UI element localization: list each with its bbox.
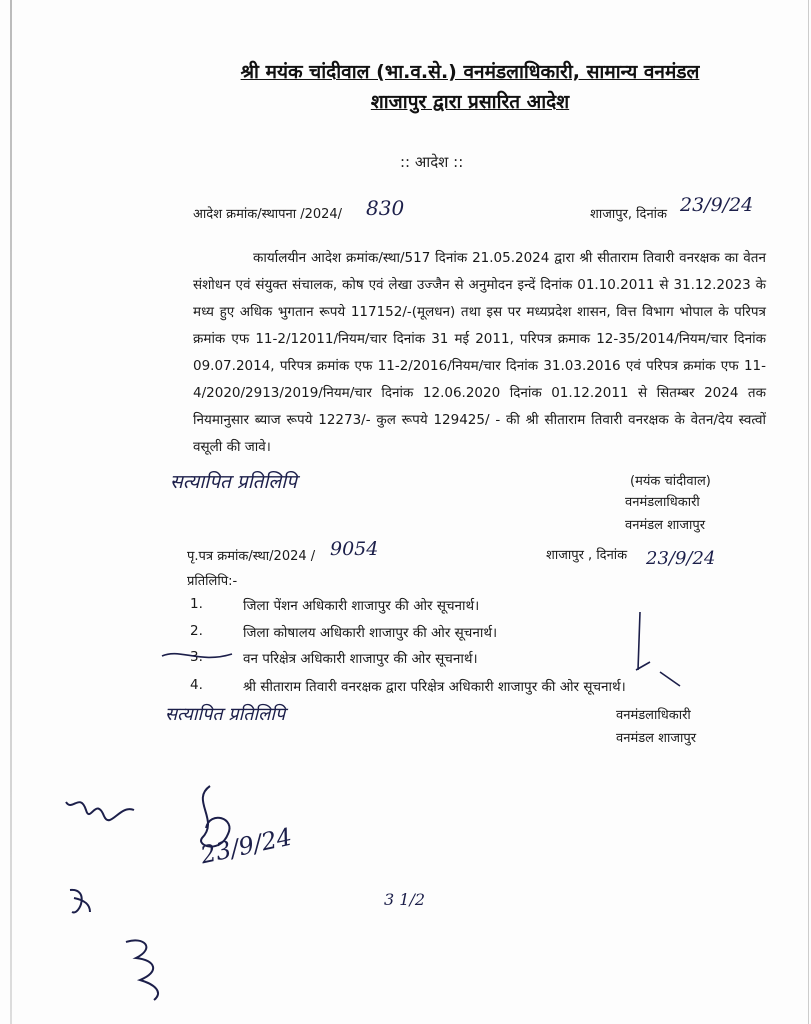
endorsement-date: 23/9/24: [646, 548, 716, 569]
order-date: 23/9/24: [680, 194, 754, 216]
copy-item-number: 4.: [190, 677, 203, 693]
copy-item-text: वन परिक्षेत्र अधिकारी शाजापुर की ओर सूचनार्थ।: [243, 651, 478, 667]
header-line-1: श्री मयंक चांदीवाल (भा.व.से.) वनमंडलाधिकारी, सामान्य वनमंडल: [240, 61, 700, 83]
endorsement-place-date-label: शाजापुर , दिनांक: [546, 548, 628, 563]
copy-item-text: श्री सीताराम तिवारी वनरक्षक द्वारा परिक्षेत्र अधिकारी शाजापुर की ओर सूचनार्थ।: [243, 679, 626, 695]
order-place-date-label: शाजापुर, दिनांक: [590, 207, 668, 222]
copy-item-text: जिला कोषालय अधिकारी शाजापुर की ओर सूचनार्थ।: [243, 625, 498, 641]
endorsement-number: 9054: [330, 538, 379, 560]
pen-strike-mark: [160, 646, 235, 666]
order-ref-number: 830: [366, 196, 405, 220]
signatory-2-designation: वनमंडलाधिकारी: [616, 708, 691, 723]
handwritten-attestation-1: सत्यापित प्रतिलिपि: [170, 471, 297, 493]
handwritten-bottom-date: 23/9/24: [198, 822, 295, 870]
order-ref-label: आदेश क्रमांक/स्थापना /2024/: [193, 207, 343, 222]
signatory-designation: वनमंडलाधिकारी: [625, 495, 700, 510]
endorsement-label: पृ.पत्र क्रमांक/स्था/2024 /: [187, 549, 316, 564]
paper-edge-left: [10, 0, 12, 1024]
header-line-2: शाजापुर द्वारा प्रसारित आदेश: [370, 91, 570, 113]
copy-item-number: 1.: [190, 596, 203, 612]
handwritten-attestation-2: सत्यापित प्रतिलिपि: [165, 704, 286, 725]
order-heading: :: आदेश ::: [400, 153, 464, 171]
signatory-office: वनमंडल शाजापुर: [625, 518, 706, 533]
copy-item-number: 3.: [190, 649, 203, 665]
paper-edge-right: [808, 0, 809, 1024]
copy-item-text: जिला पेंशन अधिकारी शाजापुर की ओर सूचनार्थ।: [243, 598, 480, 614]
handwritten-bottom-note: 3 1/2: [384, 890, 426, 909]
initials-scribble: [620, 610, 690, 690]
copy-item-number: 2.: [190, 623, 203, 639]
signatory-2-office: वनमंडल शाजापुर: [616, 731, 697, 746]
order-body-text: कार्यालयीन आदेश क्रमांक/स्था/517 दिनांक 21.05.2024 द्वारा श्री सीताराम तिवारी वनरक्षक का वेतन संशोधन एवं संयुक्त संचालक, कोष एवं लेखा उज्जैन से अनुमोदन इन्दें दिनांक 01.10.2011 से 31.12.2023 के मध्य हुए अधिक भुगतान रूपये 117152/-(मूलधन) तथा इस पर मध्यप्रदेश शासन, वित्त विभाग भोपाल के परिपत्र क्रमांक एफ 11-2/12011/नियम/चार दिनांक 31 मई 2011, परिपत्र क्रमाक 12-35/2014/नियम/चार दिनांक 09.07.2014, परिपत्र क्रमांक एफ 11-2/2016/नियम/चार दिनांक 31.03.2016 एवं परिपत्र क्रमांक एफ 11-4/2020/2913/2019/नियम/चार दिनांक 12.06.2020 दिनांक 01.12.2011 से सितम्बर 2024 तक नियमानुसार ब्याज रूपये 12273/- कुल रूपये 129425/ - की श्री सीताराम तिवारी वनरक्षक के वेतन/देय स्वत्वों वसूली की जावे।: [193, 250, 766, 455]
copy-to-label: प्रतिलिपि:-: [187, 574, 238, 589]
handwritten-signature-scribbles: [60, 780, 360, 1010]
signatory-name: (मयंक चांदीवाल): [630, 474, 711, 489]
